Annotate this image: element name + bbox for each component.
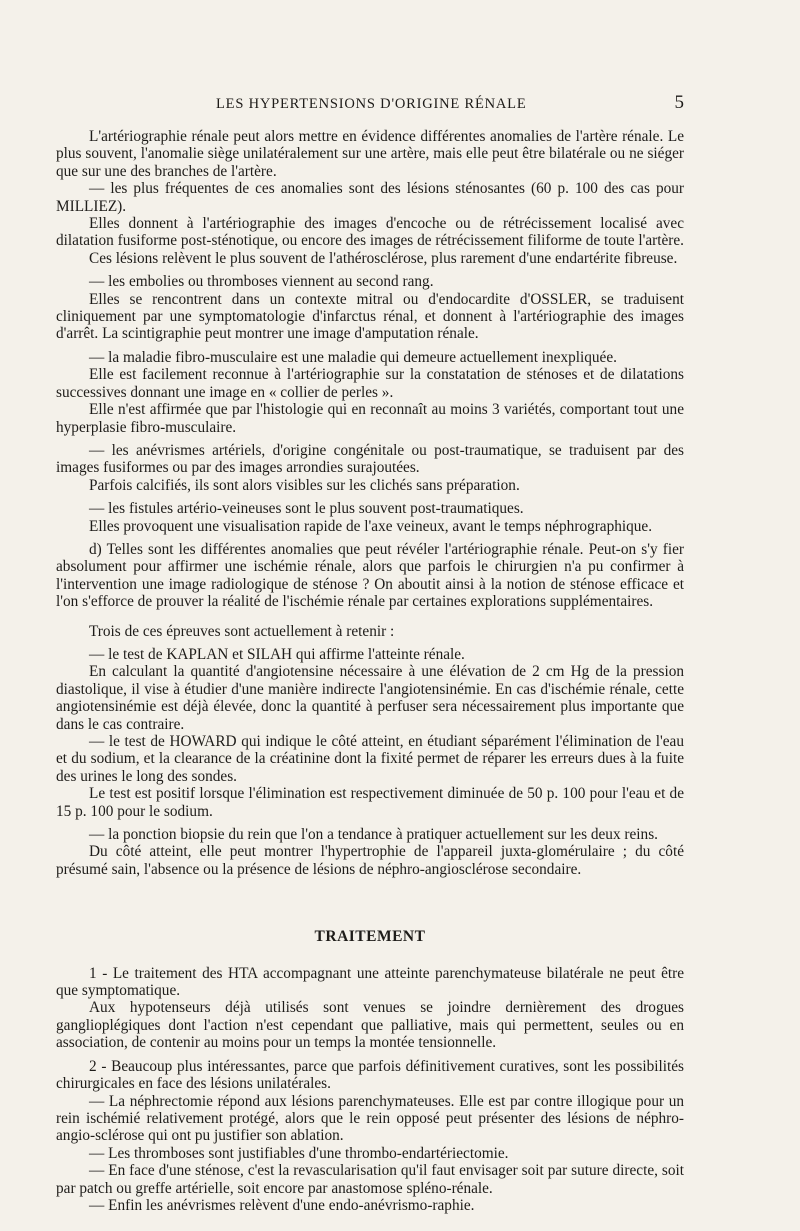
paragraph: — la maladie fibro-musculaire est une maladie qui demeure actuellement inexpliquée.: [89, 348, 617, 366]
treatment-paragraph: — Les thromboses sont justifiables d'une thrombo-endartériectomie.: [89, 1144, 509, 1162]
paragraph: Ces lésions relèvent le plus souvent de l'athérosclérose, plus rarement d'une endartérite fibreuse.: [89, 249, 678, 267]
treatment-paragraph: — En face d'une sténose, c'est la revascularisation qu'il faut envisager soit par suture directe, soit par patch ou greffe artérielle, soit encore par anastomose spléno-rénale.: [56, 1162, 684, 1197]
paragraph: Elle n'est affirmée que par l'histologie qui en reconnaît au moins 3 variétés, comportant tout une hyperplasie fibro-musculaire.: [56, 401, 684, 436]
page-number: 5: [674, 92, 684, 113]
paragraph: Du côté atteint, elle peut montrer l'hypertrophie de l'appareil juxta-glomérulaire ; du côté présumé sain, l'absence ou la présence de lésions de néphro-angiosclérose secondaire.: [56, 843, 684, 878]
paragraph: d) Telles sont les différentes anomalies que peut révéler l'artériographie rénale. Peut-on s'y fier absolument pour affirmer une ischémie rénale, alors que parfois le chirurgien n'a pu confirmer à l'intervention une image radiologique de sténose ? On aboutit ainsi à la notion de sténose efficace et l'on s'efforce de prouver la réalité de l'ischémie rénale par certaines explorations supplémentaires.: [56, 540, 684, 611]
treatment-paragraph: — Enfin les anévrismes relèvent d'une endo-anévrismo-raphie.: [89, 1196, 475, 1214]
paragraph: L'artériographie rénale peut alors mettre en évidence différentes anomalies de l'artère rénale. Le plus souvent, l'anomalie siège unilatéralement sur une artère, mais elle peut être bilatérale ou ne siéger que sur une des branches de l'artère.: [56, 128, 684, 180]
section-title: TRAITEMENT: [314, 928, 426, 946]
paragraph: — les fistules artério-veineuses sont le plus souvent post-traumatiques.: [89, 500, 524, 518]
paragraph: — le test de HOWARD qui indique le côté atteint, en étudiant séparément l'élimination de l'eau et du sodium, et la clearance de la créatinine dont la fixité permet de réparer les erreurs dues à la fuite des urines le long des sondes.: [56, 733, 684, 785]
treatment-paragraph: — La néphrectomie répond aux lésions parenchymateuses. Elle est par contre illogique pour un rein ischémié relativement protégé, alors que le rein opposé peut présenter des lésions de néphro-angio-sclérose qui ont pu justifier son ablation.: [56, 1092, 684, 1145]
treatment-paragraph: 2 - Beaucoup plus intéressantes, parce que parfois définitivement curatives, sont les possibilités chirurgicales en face des lésions unilatérales.: [56, 1057, 684, 1093]
paragraph: Le test est positif lorsque l'élimination est respectivement diminuée de 50 p. 100 pour l'eau et de 15 p. 100 pour le sodium.: [56, 785, 684, 820]
paragraph: En calculant la quantité d'angiotensine nécessaire à une élévation de 2 cm Hg de la pression diastolique, il vise à étudier d'une manière indirecte l'angiotensinémie. En cas d'ischémie rénale, cette angiotensinémie est déjà élevée, donc la quantité à perfuser sera nécessairement plus importante que dans le cas contraire.: [56, 663, 684, 733]
treatment-paragraph: Aux hypotenseurs déjà utilisés sont venues se joindre dernièrement des drogues ganglioplégiques dont l'action n'est cependant que palliative, mais qui permettent, seules ou en association, de contenir au moins pour un temps la montée tensionnelle.: [56, 999, 684, 1052]
paragraph: Trois de ces épreuves sont actuellement à retenir :: [89, 622, 395, 640]
paragraph: Elles donnent à l'artériographie des images d'encoche ou de rétrécissement localisé avec dilatation fusiforme post-sténotique, ou encore des images de rétrécissement filiforme de toute l'artère.: [56, 215, 685, 250]
paragraph: Elles provoquent une visualisation rapide de l'axe veineux, avant le temps néphrographique.: [89, 517, 653, 535]
page-body: [56, 128, 684, 1214]
paragraph: — le test de KAPLAN et SILAH qui affirme l'atteinte rénale.: [89, 645, 465, 663]
paragraph: Elle est facilement reconnue à l'artériographie sur la constatation de sténoses et de dilatations successives donnant une image en « collier de perles ».: [56, 366, 684, 401]
paragraph: Elles se rencontrent dans un contexte mitral ou d'endocardite d'OSSLER, se traduisent cliniquement par une symptomatologie d'infarctus rénal, et donnent à l'artériographie des images d'arrêt. La scintigraphie peut montrer une image d'amputation rénale.: [56, 290, 684, 343]
paragraph: — les plus fréquentes de ces anomalies sont des lésions sténosantes (60 p. 100 des cas pour MILLIEZ).: [56, 180, 684, 215]
paragraph: Parfois calcifiés, ils sont alors visibles sur les clichés sans préparation.: [89, 476, 520, 494]
running-title: LES HYPERTENSIONS D'ORIGINE RÉNALE: [216, 96, 527, 112]
paragraph: — la ponction biopsie du rein que l'on a tendance à pratiquer actuellement sur les deux reins.: [89, 826, 658, 844]
paragraph: — les anévrismes artériels, d'origine congénitale ou post-traumatique, se traduisent par des images fusiformes ou par des images arrondies surajoutées.: [56, 441, 684, 477]
paragraph: — les embolies ou thromboses viennent au second rang.: [89, 273, 434, 291]
treatment-paragraph: 1 - Le traitement des HTA accompagnant une atteinte parenchymateuse bilatérale ne peut être que symptomatique.: [56, 964, 684, 1000]
page-header: [88, 92, 684, 116]
